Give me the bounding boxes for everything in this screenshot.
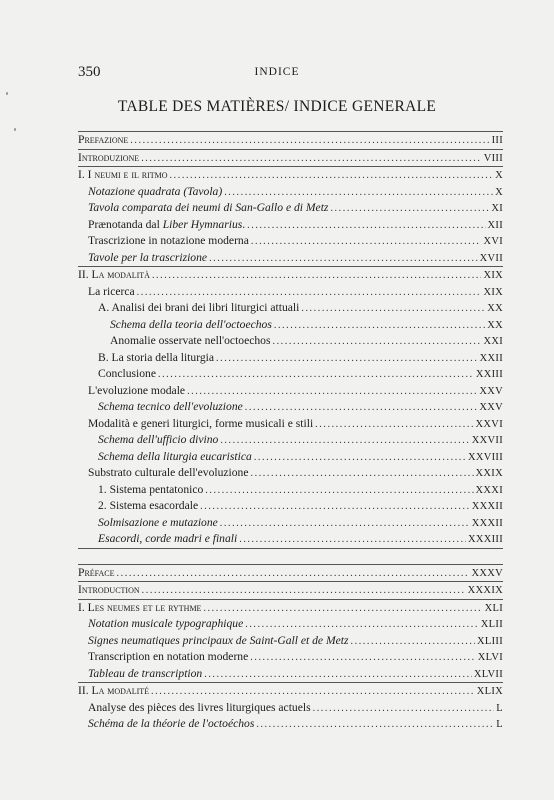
entry-label: Signes neumatiques principaux de Saint-Gall et de Metz xyxy=(88,633,349,647)
toc-entry xyxy=(78,531,503,548)
toc-entry-prefazione xyxy=(78,132,503,149)
toc-entry xyxy=(78,700,503,717)
toc-entry xyxy=(78,200,503,217)
section-gap xyxy=(78,549,503,564)
entry-label: La ricerca xyxy=(88,284,135,298)
leader-dots xyxy=(151,684,475,701)
toc-entry-introduction xyxy=(78,582,503,599)
leader-dots xyxy=(204,667,472,684)
toc-entry-neumes xyxy=(78,600,503,617)
entry-label: B. La storia della liturgia xyxy=(98,350,215,364)
leader-dots xyxy=(245,617,479,634)
entry-label: Tavola comparata dei neumi di San-Gallo e di Metz xyxy=(88,201,329,214)
toc-entry xyxy=(78,649,503,666)
entry-label: I. Les neumes et le rythme xyxy=(78,600,202,614)
entry-label: Schema tecnico dell'evoluzione xyxy=(98,400,243,413)
toc-entry xyxy=(78,184,503,201)
page-number: 350 xyxy=(78,64,101,80)
toc-entry xyxy=(78,233,503,250)
entry-page: XXV xyxy=(479,402,503,413)
entry-page: XXIX xyxy=(475,468,503,479)
running-head: INDICE xyxy=(254,66,300,78)
entry-label: Tableau de transcription xyxy=(88,666,203,680)
entry-page: XLI xyxy=(484,602,503,614)
entry-page: XX xyxy=(487,303,503,314)
entry-page: XX xyxy=(487,319,503,331)
entry-label: Modalità e generi liturgici, forme musicali e stili xyxy=(88,416,314,430)
paper-speck xyxy=(6,92,8,95)
entry-page: XXXII xyxy=(471,517,503,529)
leader-dots xyxy=(152,268,482,285)
toc-entry xyxy=(78,465,503,482)
leader-dots xyxy=(220,433,469,450)
entry-page: XLIII xyxy=(477,635,503,647)
entry-page: XXII xyxy=(479,352,503,364)
toc-entry xyxy=(78,366,503,383)
entry-label: Transcription en notation moderne xyxy=(88,650,249,663)
entry-page: X xyxy=(495,186,503,198)
toc-entry xyxy=(78,250,503,267)
entry-label: Analyse des pièces des livres liturgiques actuels xyxy=(88,700,311,714)
entry-label: Anomalie osservate nell'octoechos xyxy=(110,334,271,347)
entry-page: XXVII xyxy=(471,435,503,446)
leader-dots xyxy=(301,301,485,318)
leader-dots xyxy=(245,400,478,417)
entry-label: Introduzione xyxy=(78,150,140,164)
leader-dots xyxy=(251,234,482,251)
entry-page: L xyxy=(496,719,503,730)
entry-label: Schema della liturgia eucaristica xyxy=(98,449,252,463)
leader-dots xyxy=(200,499,470,516)
leader-dots xyxy=(203,601,482,618)
entry-page: III xyxy=(491,135,503,146)
entry-page: XLVI xyxy=(477,652,503,663)
toc-entry xyxy=(78,482,503,499)
leader-dots xyxy=(158,367,474,384)
leader-dots xyxy=(330,201,489,218)
entry-page: XXXII xyxy=(471,501,503,512)
entry-label: Substrato culturale dell'evoluzione xyxy=(88,466,249,479)
leader-dots xyxy=(315,417,473,434)
entry-label: L'evoluzione modale xyxy=(88,383,186,397)
leader-dots xyxy=(216,351,478,368)
toc-entry xyxy=(78,284,503,301)
toc-entry xyxy=(78,498,503,515)
toc-entry xyxy=(78,515,503,532)
entry-label: Trascrizione in notazione moderna xyxy=(88,234,249,247)
toc-entry-neumi xyxy=(78,167,503,184)
entry-label-prefix: Prænotanda dal xyxy=(88,217,163,231)
toc-entry xyxy=(78,432,503,449)
entry-label: Notazione quadrata (Tavola) xyxy=(88,184,223,198)
entry-page: XXV xyxy=(479,385,503,397)
leader-dots xyxy=(239,532,466,549)
leader-dots xyxy=(256,717,494,734)
entry-label: Tavole per la trascrizione xyxy=(88,250,208,264)
leader-dots xyxy=(220,516,470,533)
entry-page: XIX xyxy=(483,270,503,281)
toc-entry xyxy=(78,399,503,416)
toc-entry-introduzione xyxy=(78,150,503,167)
entry-page: XIX xyxy=(483,286,503,298)
leader-dots xyxy=(141,151,482,168)
toc-entry xyxy=(78,416,503,433)
toc-entry xyxy=(78,300,503,317)
entry-page: VIII xyxy=(483,152,503,164)
leader-dots xyxy=(205,483,473,500)
entry-page: XXXI xyxy=(475,484,503,496)
entry-page: XXVI xyxy=(475,418,503,430)
toc-entry xyxy=(78,350,503,367)
entry-label: Prefazione xyxy=(78,133,129,146)
leader-dots xyxy=(170,168,494,185)
leader-dots xyxy=(117,566,470,583)
entry-label: 2. Sistema esacordale xyxy=(98,499,199,512)
leader-dots xyxy=(274,318,485,335)
entry-label: Solmisazione e mutazione xyxy=(98,515,218,529)
entry-label-italic: Liber Hymnarius xyxy=(162,217,243,231)
entry-page: XLVII xyxy=(473,668,503,680)
entry-label: Préface xyxy=(78,565,115,579)
leader-dots xyxy=(251,466,474,483)
entry-label: II. La modalità xyxy=(78,268,150,281)
toc-entry xyxy=(78,616,503,633)
entry-page: XLIX xyxy=(476,686,503,697)
toc-entry xyxy=(78,449,503,466)
entry-page: XXVIII xyxy=(467,451,503,463)
leader-dots xyxy=(250,650,475,667)
toc-entry-preface xyxy=(78,565,503,582)
entry-page: XVII xyxy=(479,252,503,264)
toc-entry xyxy=(78,333,503,350)
entry-page: XXXIII xyxy=(467,534,503,545)
entry-page: X xyxy=(495,170,503,181)
toc-entry xyxy=(78,317,503,334)
entry-page: XI xyxy=(491,203,503,214)
entry-label: II. La modalité xyxy=(78,684,150,697)
entry-label-suffix: . xyxy=(242,217,246,231)
leader-dots xyxy=(272,334,481,351)
toc-entry xyxy=(78,716,503,733)
leader-dots xyxy=(130,133,489,150)
entry-label: Conclusione xyxy=(98,367,156,380)
leader-dots xyxy=(247,218,485,235)
entry-label: Schema della teoria dell'octoechos xyxy=(110,317,272,331)
leader-dots xyxy=(137,285,482,302)
entry-page: L xyxy=(496,702,503,714)
entry-label: 1. Sistema pentatonico xyxy=(98,482,204,496)
page-title: TABLE DES MATIÈRES/ INDICE GENERALE xyxy=(117,98,437,115)
entry-label: A. Analisi dei brani dei libri liturgici attuali xyxy=(98,301,300,314)
toc-entry-modalite xyxy=(78,683,503,700)
toc-entry xyxy=(78,383,503,400)
entry-label xyxy=(88,217,245,234)
entry-page: XXXV xyxy=(471,567,503,579)
entry-label: Schema dell'ufficio divino xyxy=(98,433,219,446)
leader-dots xyxy=(224,185,493,202)
entry-label: Schéma de la théorie de l'octoéchos xyxy=(88,717,255,730)
entry-page: XXIII xyxy=(475,369,503,380)
entry-page: XLII xyxy=(480,619,503,630)
entry-page: XVI xyxy=(483,236,503,247)
table-of-contents xyxy=(78,131,503,733)
leader-dots xyxy=(187,384,477,401)
toc-entry xyxy=(78,217,503,234)
toc-entry xyxy=(78,633,503,650)
leader-dots xyxy=(351,634,476,651)
entry-page: XXXIX xyxy=(467,585,503,596)
toc-entry-modalita xyxy=(78,267,503,284)
leader-dots xyxy=(209,251,478,268)
entry-page: XXI xyxy=(483,336,503,347)
entry-label: Esacordi, corde madri e finali xyxy=(98,532,238,545)
entry-label: I. I neumi e il ritmo xyxy=(78,168,168,181)
entry-label: Introduction xyxy=(78,583,140,596)
leader-dots xyxy=(142,583,466,600)
entry-label: Notation musicale typographique xyxy=(88,617,244,630)
leader-dots xyxy=(313,701,495,718)
entry-page: XII xyxy=(487,219,503,231)
paper-speck xyxy=(14,128,16,131)
leader-dots xyxy=(254,450,466,467)
toc-entry xyxy=(78,666,503,683)
